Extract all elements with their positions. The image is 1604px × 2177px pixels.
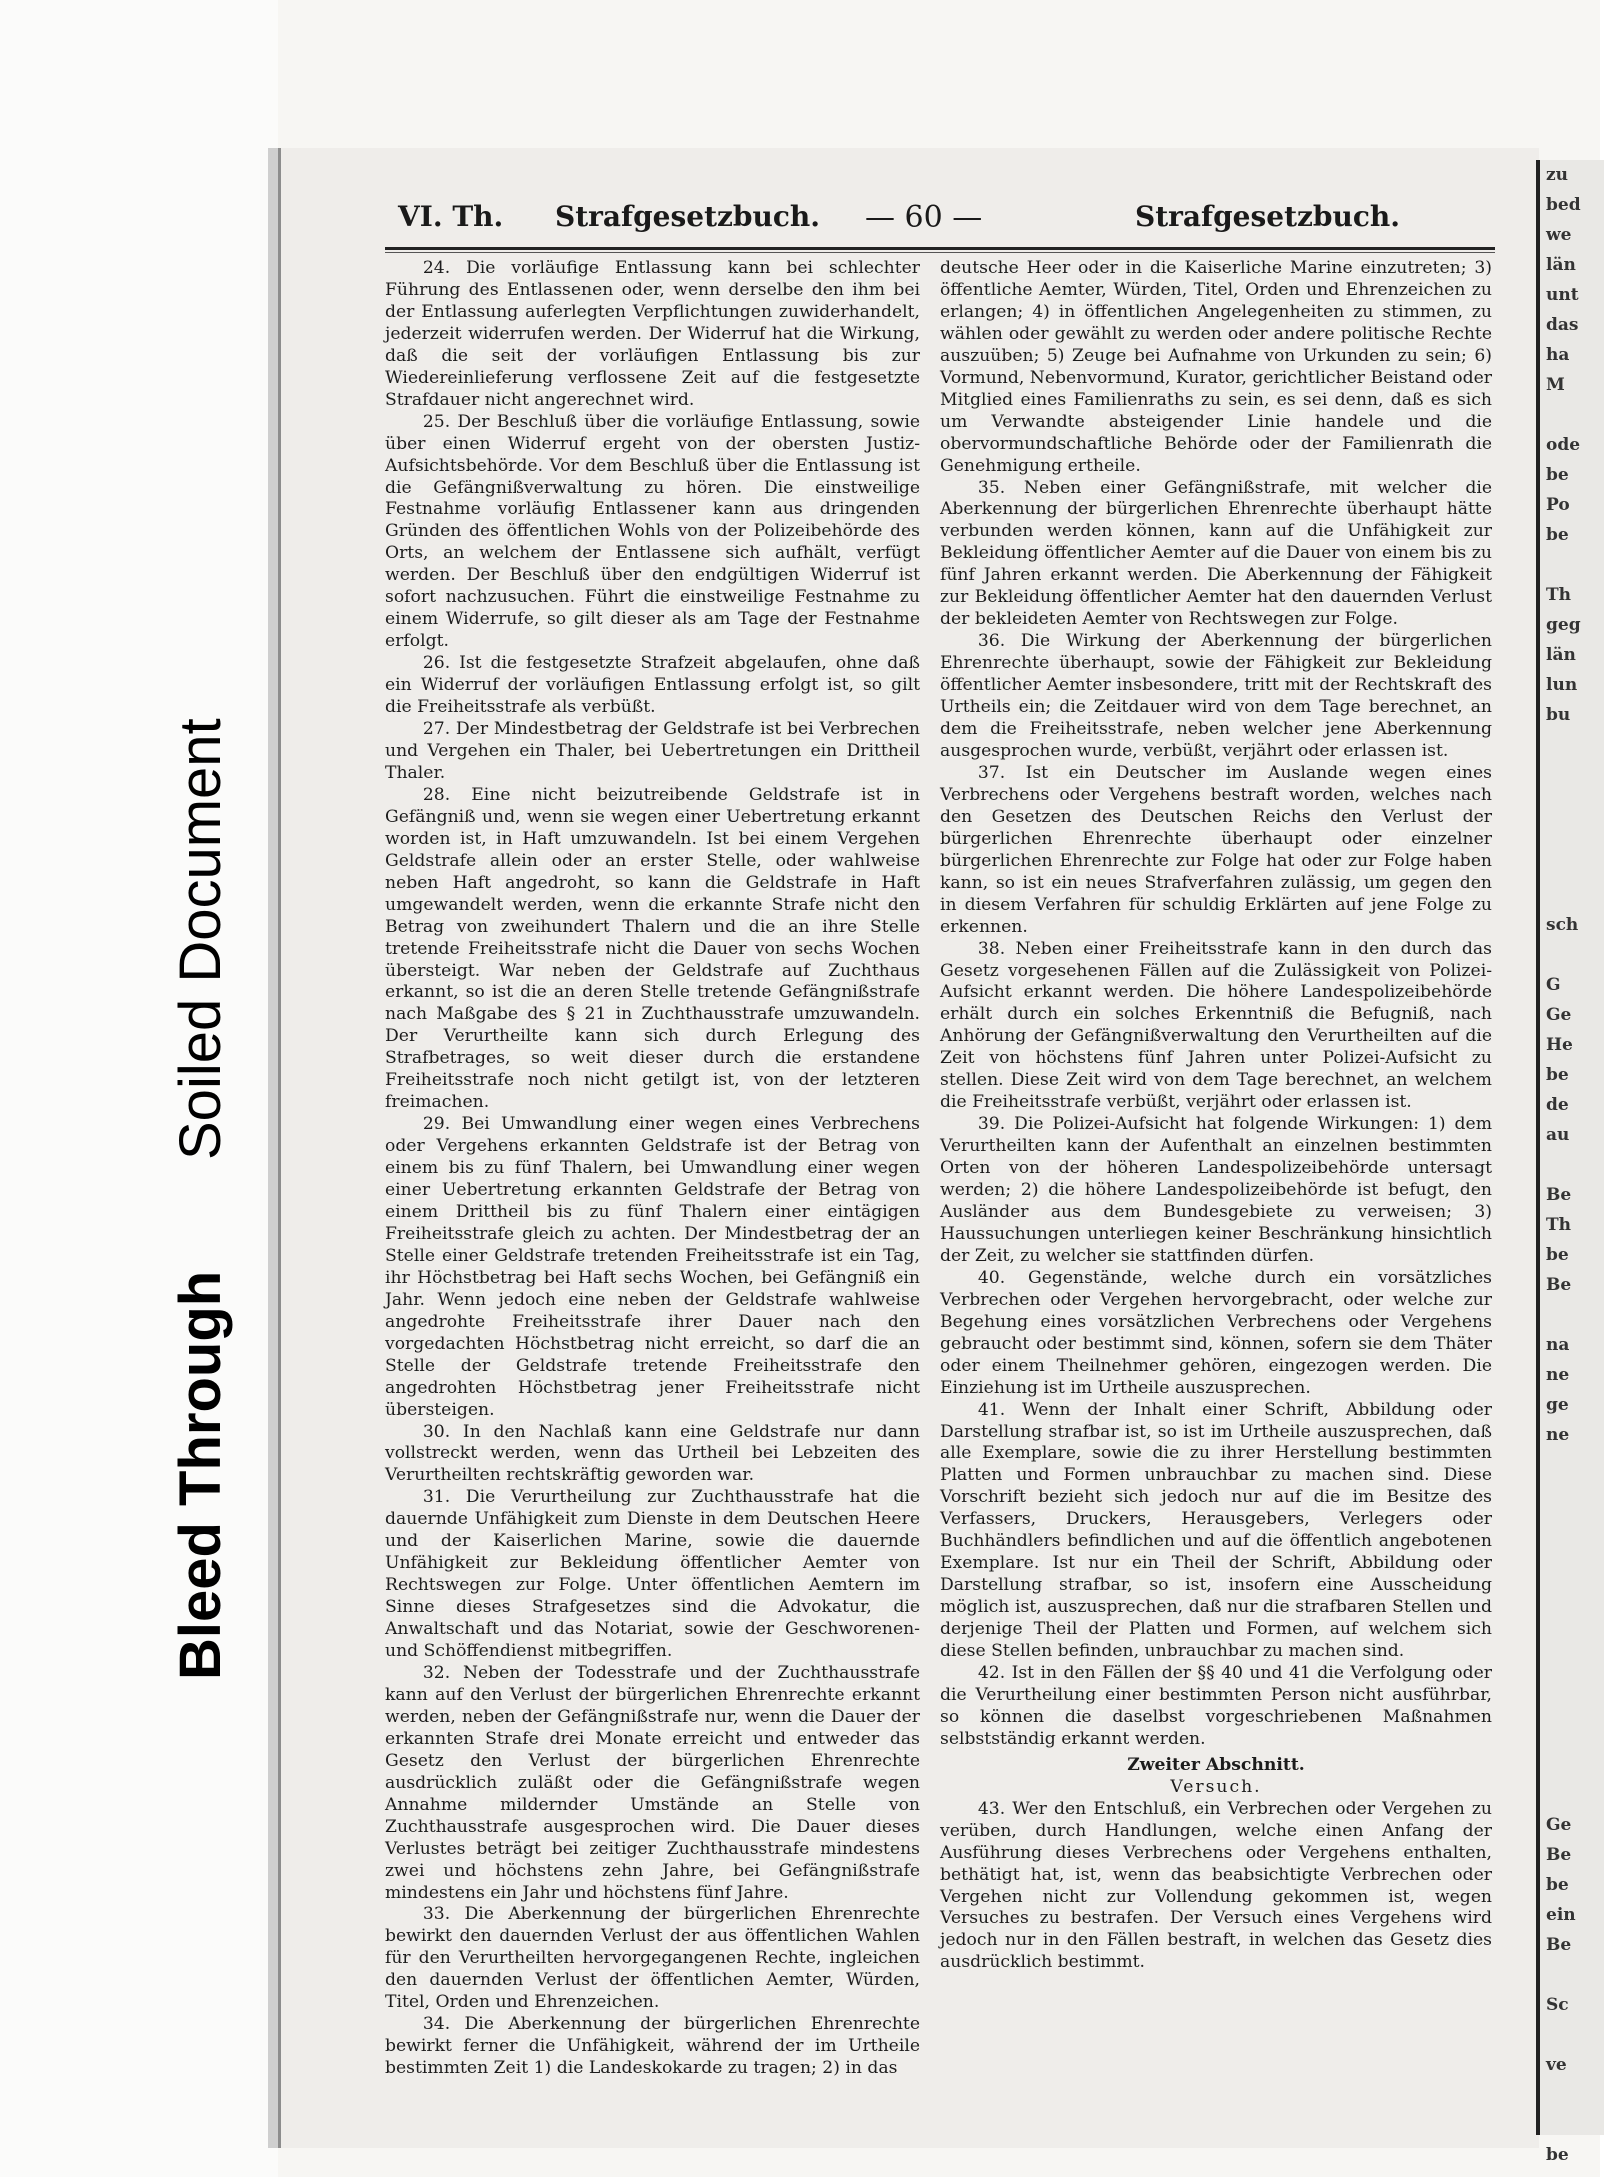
next-page-fragment: be [1546,1065,1569,1085]
next-page-fragment: Ge [1546,1815,1572,1835]
next-page-fragment: Be [1546,1275,1572,1295]
next-page-fragment [1540,940,1604,970]
next-page-fragment [1540,850,1604,880]
next-page-fragment [1540,1720,1604,1750]
next-page-fragment: be [1546,465,1569,485]
next-page-fragment [1540,2020,1604,2050]
paragraph: 30. In den Nachlaß kann eine Geldstrafe nur dann vollstreckt werden, wenn das Urtheil bei Lebzeiten des Verurtheilten rechtskräftig geworden war. [385,1421,920,1486]
next-page-fragment: Ge [1546,1005,1572,1025]
next-page-fragment: lun [1546,675,1578,695]
next-page-fragment: be [1546,1875,1569,1895]
next-page-fragment: Th [1546,585,1572,605]
paragraph: 35. Neben einer Gefängnißstrafe, mit welcher die Aberkennung der bürgerlichen Ehrenrechte überhaupt hätte verbunden werden können, kann auf die Unfähigkeit zur Bekleidung öffentlicher Aemter auf die Dauer von einem bis zu fünf Jahren erkannt werden. Die Aberkennung der Fähigkeit zur Bekleidung öffentlicher Aemter hat den dauernden Verlust der bekleideten Aemter von Rechtswegen zur Folge. [940,477,1492,630]
next-page-fragment: Be [1546,1935,1572,1955]
next-page-fragment [1540,400,1604,430]
right-column [940,258,1492,1974]
next-page-edge [1536,160,1604,2165]
paragraph: 28. Eine nicht beizutreibende Geldstrafe ist in Gefängniß und, wenn sie wegen einer Uebertretung erkannt worden ist, in Haft umzuwandeln. Ist bei einem Vergehen Geldstrafe allein oder an erster Stelle, oder wahlweise neben Haft angedroht, so kann die Geldstrafe in Haft umgewandelt werden, wenn die erkannte Strafe nicht den Betrag von zweihundert Thalern und die an ihre Stelle tretende Freiheitsstrafe nicht die Dauer von sechs Wochen übersteigt. War neben der Geldstrafe auf Zuchthaus erkannt, so ist die an deren Stelle tretende Gefängnißstrafe nach Maßgabe des § 21 in Zuchthausstrafe umzuwandeln. Der Verurtheilte kann sich durch Erlegung des Strafbetrages, so weit dieser durch die erstandene Freiheitsstrafe noch nicht getilgt ist, von der letzteren freimachen. [385,784,920,1113]
next-page-fragment: ne [1546,1365,1570,1385]
next-page-fragment: be [1546,525,1569,545]
next-page-fragment [1540,1630,1604,1660]
paragraph: 41. Wenn der Inhalt einer Schrift, Abbildung oder Darstellung strafbar ist, so ist im Urtheile auszusprechen, daß alle Exemplare, sowie die zu ihrer Herstellung bestimmten Platten und Formen unbrauchbar zu machen sind. Diese Vorschrift bezieht sich jedoch nur auf die im Besitze des Verfassers, Druckers, Herausgebers, Verlegers oder Buchhändlers befindlichen und auf die öffentlich angebotenen Exemplare. Ist nur ein Theil der Schrift, Abbildung oder Darstellung strafbar, so ist, insofern eine Ausscheidung möglich ist, auszusprechen, daß nur die strafbaren Stellen und derjenige Theil der Platten und Formen, auf welchem sich diese Stellen befinden, unbrauchbar zu machen sind. [940,1399,1492,1662]
paragraph: 25. Der Beschluß über die vorläufige Entlassung, sowie über einen Widerruf ergeht von der obersten Justiz-Aufsichtsbehörde. Vor dem Beschluß über die Entlassung ist die Gefängnißverwaltung zu hören. Die einstweilige Festnahme vorläufig Entlassener kann aus dringenden Gründen des öffentlichen Wohls von der Polizeibehörde des Orts, an welchem der Entlassene sich aufhält, verfügt werden. Der Beschluß über den endgültigen Widerruf ist sofort nachzusuchen. Führt die einstweilige Festnahme zu einem Widerrufe, so gilt dieser als am Tage der Festnahme erfolgt. [385,411,920,652]
next-page-fragment: ge [1546,1395,1569,1415]
next-page-fragment: sch [1546,915,1579,935]
next-page-fragment: ha [1546,345,1570,365]
paragraph: 32. Neben der Todesstrafe und der Zuchthausstrafe kann auf den Verlust der bürgerlichen Ehrenrechte erkannt werden, neben der Gefängnißstrafe nur, wenn die Dauer der erkannten Strafe drei Monate erreicht und entweder das Gesetz den Verlust der bürgerlichen Ehrenrechte ausdrücklich zuläßt oder die Gefängnißstrafe wegen Annahme mildernder Umstände an Stelle von Zuchthausstrafe ausgesprochen wird. Die Dauer dieses Verlustes beträgt bei zeitiger Zuchthausstrafe mindestens zwei und höchstens zehn Jahre, bei Gefängnißstrafe mindestens ein Jahr und höchstens fünf Jahre. [385,1663,920,1903]
next-page-fragment [1540,760,1604,790]
next-page-fragment: ode [1546,435,1581,455]
next-page-fragment: ne [1546,1425,1570,1445]
header-rule-thin [385,252,1495,253]
next-page-fragment [1540,2110,1604,2140]
paragraph: 39. Die Polizei-Aufsicht hat folgende Wirkungen: 1) dem Verurtheilten kann der Aufenthalt an einzelnen bestimmten Orten von der höheren Landespolizeibehörde untersagt werden; 2) die höhere Landespolizeibehörde ist befugt, den Ausländer aus dem Bundesgebiete zu verweisen; 3) Haussuchungen unterliegen keiner Beschränkung hinsichtlich der Zeit, zu welcher sie stattfinden dürfen. [940,1114,1492,1266]
next-page-fragment [1540,2080,1604,2110]
paragraph: 31. Die Verurtheilung zur Zuchthausstrafe hat die dauernde Unfähigkeit zum Dienste in dem Deutschen Heere und der Kaiserlichen Marine, sowie die dauernde Unfähigkeit zur Bekleidung öffentlicher Aemter von Rechtswegen zur Folge. Unter öffentlichen Aemtern im Sinne dieses Strafgesetzes sind die Advokatur, die Anwaltschaft und das Notariat, sowie der Geschworenen- und Schöffendienst mitbegriffen. [385,1487,920,1662]
paragraph: 27. Der Mindestbetrag der Geldstrafe ist bei Verbrechen und Vergehen ein Thaler, bei Uebertretungen ein Drittheil Thaler. [385,719,920,783]
next-page-fragment: län [1546,645,1576,665]
next-page-fragment: das [1546,315,1579,335]
left-column [385,258,920,2080]
next-page-fragment: Th [1546,1215,1572,1235]
next-page-fragment [1540,1960,1604,1990]
paragraph: 40. Gegenstände, welche durch ein vorsätzliches Verbrechen oder Vergehen hervorgebracht, oder welche zur Begehung eines vorsätzlichen Verbrechens oder Vergehens gebraucht oder bestimmt sind, können, sofern sie dem Thäter oder einem Theilnehmer gehören, eingezogen werden. Die Einziehung ist im Urtheile auszusprechen. [940,1267,1492,1398]
section-title: Zweiter Abschnitt. [1127,1754,1305,1775]
page-number: — 60 — [865,200,983,235]
stamp-line-2: Soiled Document [168,718,233,1160]
next-page-fragment: be [1546,2145,1569,2165]
paragraph: 29. Bei Umwandlung einer wegen eines Verbrechens oder Vergehens erkannten Geldstrafe ist der Betrag von einem bis zu fünf Thalern, bei Umwandlung einer wegen einer Uebertretung erkannten Geldstrafe der Betrag von einem Drittheil bis zu fünf Thalern einer eintägigen Freiheitsstrafe gleich zu achten. Der Mindestbetrag der an Stelle einer Geldstrafe tretenden Freiheitsstrafe ist ein Tag, ihr Höchstbetrag bei Haft sechs Wochen, bei Gefängniß ein Jahr. Wenn jedoch eine neben der Geldstrafe wahlweise angedrohte Freiheitsstrafe ihrer Dauer nach den vorgedachten Höchstbetrag nicht erreicht, so darf die an Stelle der Geldstrafe tretende Freiheitsstrafe den angedrohten Höchstbetrag jener Freiheitsstrafe nicht übersteigen. [385,1114,920,1420]
next-page-fragment: be [1546,1245,1569,1265]
paragraph: 26. Ist die festgesetzte Strafzeit abgelaufen, ohne daß ein Widerruf der vorläufigen Entlassung erfolgt ist, so gilt die Freiheitsstrafe als verbüßt. [385,653,920,718]
next-page-fragment [1540,820,1604,850]
continuation-paragraph: deutsche Heer oder in die Kaiserliche Marine einzutreten; 3) öffentliche Aemter, Würden, Titel, Orden und Ehrenzeichen zu erlangen; 4) in öffentlichen Angelegenheiten zu stimmen, zu wählen oder gewählt zu werden oder andere politische Rechte auszuüben; 5) Zeuge bei Aufnahme von Urkunden zu sein; 6) Vormund, Nebenvormund, Kurator, gerichtlicher Beistand oder Mitglied eines Familienraths zu sein, es sei denn, daß es sich um Verwandte absteigender Linie handele und die obervormundschaftliche Behörde oder der Familienrath die Genehmigung ertheile. [940,258,1492,476]
next-page-fragment [1540,880,1604,910]
next-page-fragment: de [1546,1095,1569,1115]
next-page-fragment [1540,1450,1604,1480]
next-page-fragment [1540,1780,1604,1810]
next-page-fragment [1540,1300,1604,1330]
next-page-fragment: ve [1546,2055,1567,2075]
next-page-fragment: Po [1546,495,1570,515]
paragraph-group-a [940,478,1492,1751]
next-page-fragment: we [1546,225,1572,245]
paragraph: 38. Neben einer Freiheitsstrafe kann in den durch das Gesetz vorgesehenen Fällen auf die Zulässigkeit von Polizei-Aufsicht erkannt werden. Die höhere Landespolizeibehörde erhält durch ein solches Erkenntniß die Befugniß, nach Anhörung der Gefängnißverwaltung den Verurtheilten auf die Zeit von höchstens fünf Jahren unter Polizei-Aufsicht zu stellen. Diese Zeit wird von dem Tage berechnet, an welchem die Freiheitsstrafe verbüßt, verjährt oder erlassen ist. [940,938,1492,1113]
next-page-fragment: geg [1546,615,1581,635]
next-page-fragment [1540,550,1604,580]
next-page-fragment: ein [1546,1905,1576,1925]
paragraph: 43. Wer den Entschluß, ein Verbrechen oder Vergehen zu verüben, durch Handlungen, welche einen Anfang der Ausführung dieses Verbrechens oder Vergehens enthalten, bethätigt hat, ist, wenn das beabsichtigte Verbrechen oder Vergehen nicht zur Vollendung gekommen ist, wegen Versuches zu bestrafen. Der Versuch eines Vergehens wird jedoch nur in den Fällen bestraft, in welchen das Gesetz dies ausdrücklich bestimmt. [940,1798,1492,1973]
next-page-fragment: G [1546,975,1561,995]
header-volume: VI. Th. [398,200,504,233]
next-page-fragment [1540,1150,1604,1180]
next-page-fragment [1540,1510,1604,1540]
paragraph: 42. Ist in den Fällen der §§ 40 und 41 die Verfolgung oder die Verurtheilung einer bestimmten Person nicht ausführbar, so können die daselbst vorgeschriebenen Maßnahmen selbstständig erkannt werden. [940,1663,1492,1749]
next-page-fragment: unt [1546,285,1579,305]
quality-stamp [160,540,280,1680]
paragraph: 36. Die Wirkung der Aberkennung der bürgerlichen Ehrenrechte überhaupt, sowie der Fähigkeit zur Bekleidung öffentlicher Aemter insbesondere, tritt mit der Rechtskraft des Urtheils ein; die Zeitdauer wird von dem Tage berechnet, an dem die Freiheitsstrafe, neben welcher jene Aberkennung ausgesprochen wurde, verbüßt, verjährt oder erlassen ist. [940,631,1492,761]
next-page-fragment: na [1546,1335,1570,1355]
next-page-fragment: län [1546,255,1576,275]
section-subtitle: Versuch. [1170,1776,1262,1797]
paragraph: 34. Die Aberkennung der bürgerlichen Ehrenrechte bewirkt ferner die Unfähigkeit, während der im Urtheile bestimmten Zeit 1) die Landeskokarde zu tragen; 2) in das [385,2014,920,2079]
header-rule [385,247,1495,250]
next-page-fragment: bed [1546,195,1581,215]
next-page-fragment [1540,1480,1604,1510]
next-page-fragment [1540,730,1604,760]
next-page-fragment [1540,1750,1604,1780]
header-title-left: Strafgesetzbuch. [555,200,820,233]
next-page-fragment: zu [1546,165,1569,185]
next-page-fragment [1540,1570,1604,1600]
next-page-fragment [1540,790,1604,820]
paragraph: 24. Die vorläufige Entlassung kann bei schlechter Führung des Entlassenen oder, wenn derselbe den ihm bei der Entlassung auferlegten Verpflichtungen zuwiderhandelt, jederzeit widerrufen werden. Der Widerruf hat die Wirkung, daß die seit der vorläufigen Entlassung bis zur Wiedereinlieferung verflossene Zeit auf die festgesetzte Strafdauer nicht angerechnet wird. [385,258,920,410]
next-page-fragment: bu [1546,705,1571,725]
next-page-fragment: He [1546,1035,1573,1055]
header-title-right: Strafgesetzbuch. [1135,200,1400,233]
next-page-fragment: Sc [1546,1995,1569,2015]
next-page-fragment: M [1546,375,1565,395]
next-page-fragment: Be [1546,1845,1572,1865]
paragraph: 37. Ist ein Deutscher im Auslande wegen eines Verbrechens oder Vergehens bestraft worden, welches nach den Gesetzen des Deutschen Reichs den Verlust der bürgerlichen Ehrenrechte überhaupt oder einzelner bürgerlichen Ehrenrechte zur Folge hat oder zur Folge haben kann, so ist ein neues Strafverfahren zulässig, um gegen den in diesem Verfahren für schuldig Erklärten auf jene Folge zu erkennen. [940,762,1492,937]
next-page-fragment [1540,1600,1604,1630]
paragraph: 33. Die Aberkennung der bürgerlichen Ehrenrechte bewirkt den dauernden Verlust der aus öffentlichen Wahlen für den Verurtheilten hervorgegangenen Rechte, ingleichen den dauernden Verlust der öffentlichen Aemter, Würden, Titel, Orden und Ehrenzeichen. [385,1904,920,2013]
next-page-fragment [1540,1660,1604,1690]
next-page-fragment [1540,1540,1604,1570]
stamp-line-1: Bleed Through [168,1270,233,1680]
next-page-fragment: au [1546,1125,1570,1145]
next-page-fragment: Be [1546,1185,1572,1205]
next-page-fragment [1540,1690,1604,1720]
paragraph-group-b [940,1799,1492,1975]
